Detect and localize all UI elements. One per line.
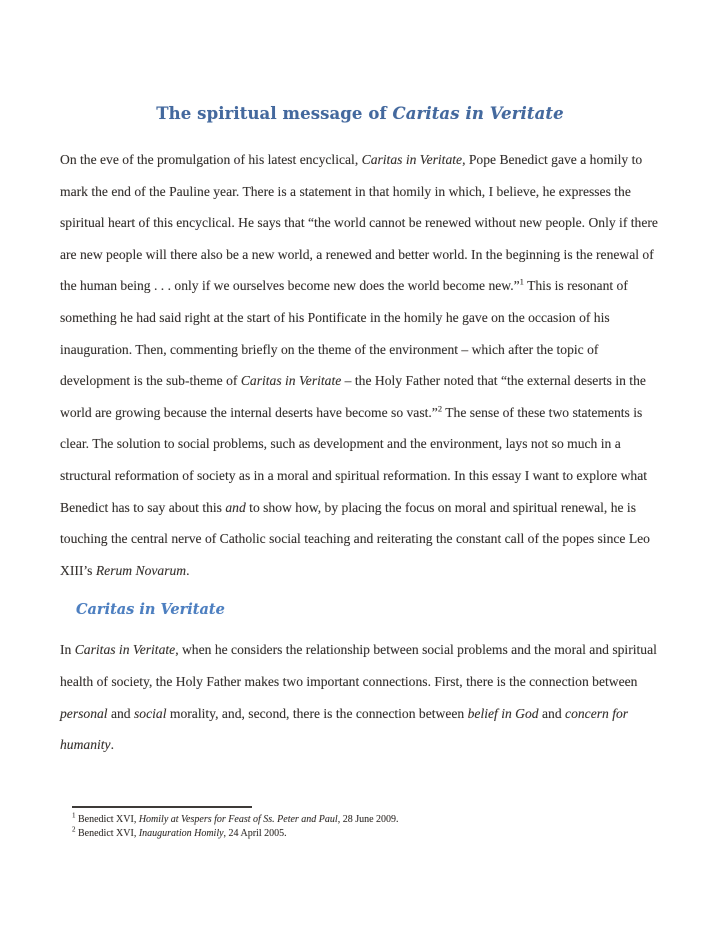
paragraph-caritas-section: In Caritas in Veritate, when he considers the relationship between social problems and the moral and spiritual health of society, the Holy Father makes two important connections. First, there is the connection between personal and social morality, and, second, there is the connection between belief in God and concern for humanity. bbox=[60, 642, 657, 753]
section-heading-caritas-in-veritate: Caritas in Veritate bbox=[76, 601, 225, 619]
page-title bbox=[60, 0, 660, 123]
page-title-regular-text: The spiritual message of bbox=[156, 104, 393, 123]
paragraph-introduction: On the eve of the promulgation of his latest encyclical, Caritas in Veritate, Pope Benedict gave a homily to mark the end of the Pauline year. There is a statement in that homily in which, I believe, he expresses the spiritual heart of this encyclical. He says that “the world cannot be renewed without new people. Only if there are new people will there also be a new world, a renewed and better world. In the beginning is the renewal of the human being . . . only if we ourselves become new does the world become new.”$^1$ This is resonant of something he had said right at the start of his Pontificate in the homily he gave on the occasion of his inauguration. Then, commenting briefly on the theme of the environment – which after the topic of development is the sub-theme of Caritas in Veritate – the Holy Father noted that “the external deserts in the world are growing because the internal deserts have become so vast.”$^2$ The sense of these two statements is clear. The solution to social problems, such as development and the environment, lays not so much in a structural reformation of society as in a moral and spiritual reformation. In this essay I want to explore what Benedict has to say about this and to show how, by placing the focus on moral and spiritual renewal, he is touching the central nerve of Catholic social teaching and reiterating the constant call of the popes since Leo XIII’s Rerum Novarum. bbox=[60, 152, 658, 578]
footnote-area bbox=[72, 806, 660, 840]
footnote-1: $^1$ Benedict XVI, Homily at Vespers for Feast of Ss. Peter and Paul, 28 June 2009. bbox=[72, 811, 399, 825]
footnote-2: $^2$ Benedict XVI, Inauguration Homily, 24 April 2005. bbox=[72, 825, 287, 839]
page-title-italic-text: Caritas in Veritate bbox=[392, 104, 564, 123]
footnote-separator-line bbox=[72, 806, 252, 808]
